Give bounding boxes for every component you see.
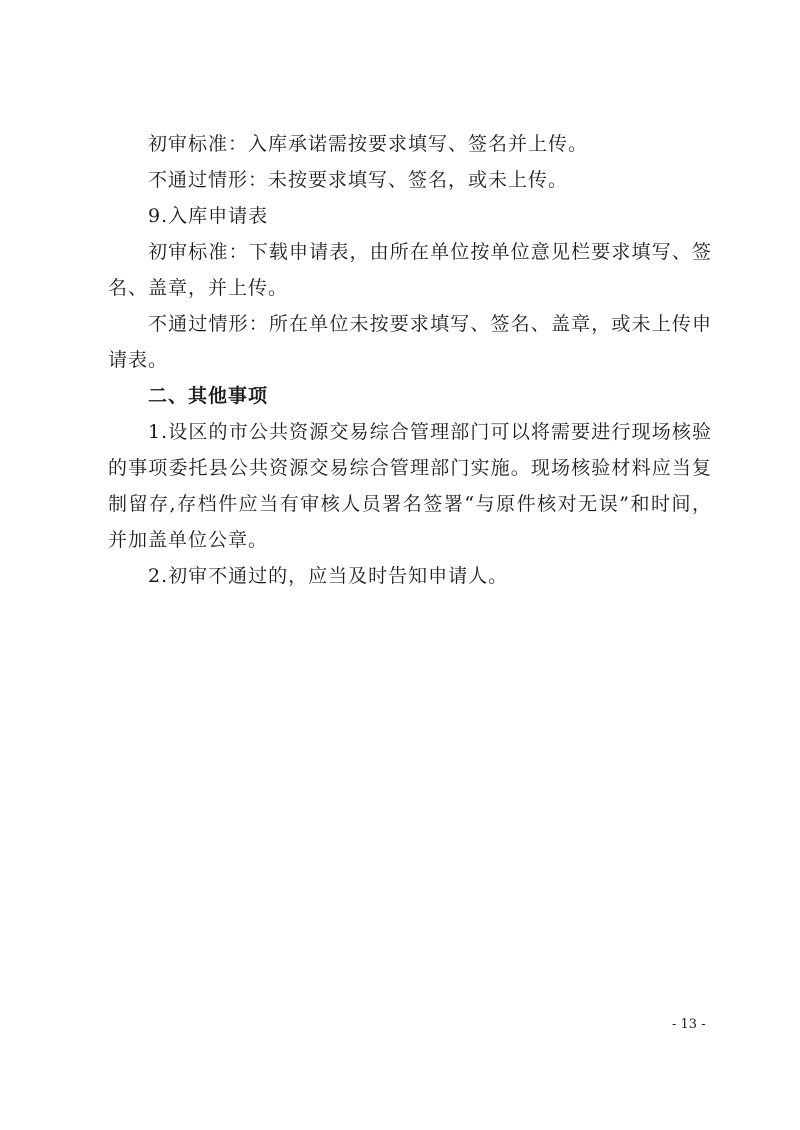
paragraph-other-matter-1: 1.设区的市公共资源交易综合管理部门可以将需要进行现场核验的事项委托县公共资源交易综合管理部门实施。现场核验材料应当复制留存,存档件应当有审核人员署名签署“与原件核对无误”和时间，并加盖单位公章。 [108, 421, 712, 551]
paragraph-fail-condition-commitment: 不通过情形：未按要求填写、签名，或未上传。 [148, 169, 569, 191]
paragraph-review-standard-commitment: 初审标准：入库承诺需按要求填写、签名并上传。 [148, 133, 589, 155]
page-number: - 13 - [672, 1017, 706, 1032]
section-heading-other-matters: 二、其他事项 [148, 385, 269, 407]
paragraph-other-matter-2: 2.初审不通过的，应当及时告知申请人。 [148, 565, 509, 587]
document-body [108, 126, 712, 594]
paragraph-review-standard-application: 初审标准：下载申请表，由所在单位按单位意见栏要求填写、签名、盖章，并上传。 [108, 241, 712, 299]
paragraph-fail-condition-application: 不通过情形：所在单位未按要求填写、签名、盖章，或未上传申请表。 [108, 313, 712, 371]
paragraph-item-9-title: 9.入库申请表 [148, 205, 269, 227]
